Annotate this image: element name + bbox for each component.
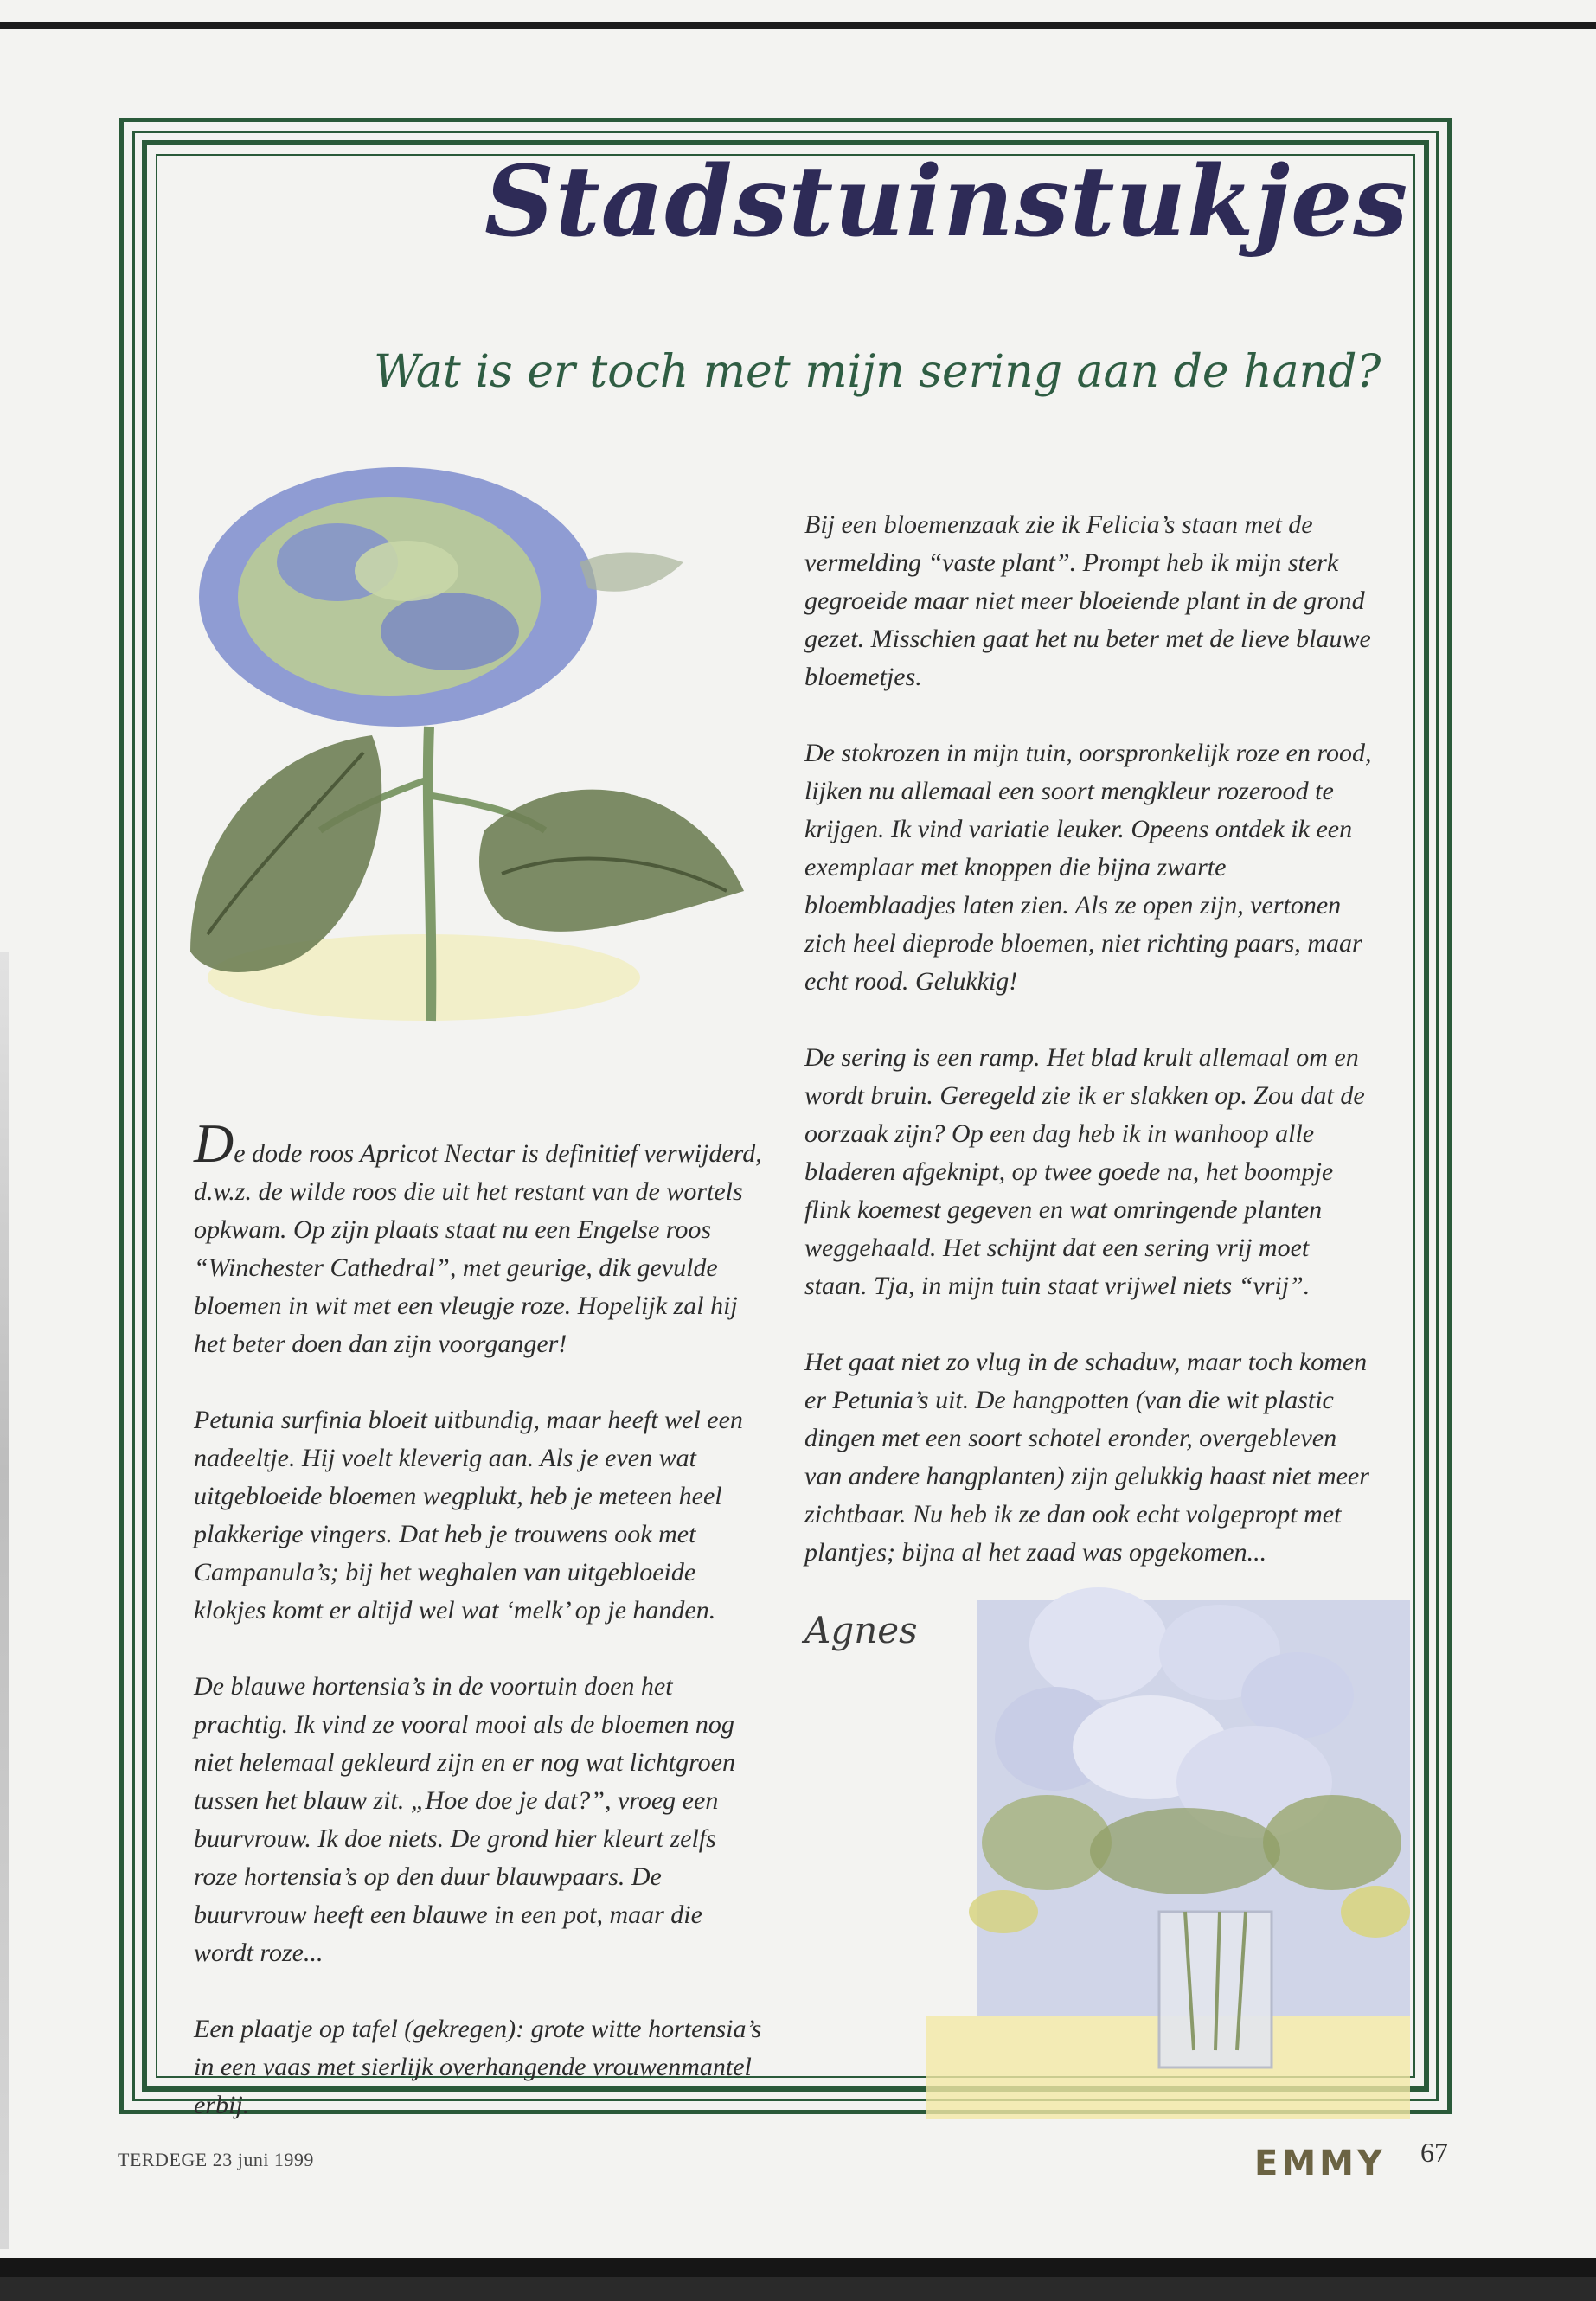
page-title: Stadstuinstukjes <box>484 145 1409 259</box>
left-column <box>194 1112 765 2125</box>
page-edge-top <box>0 22 1596 29</box>
right-paragraph-2: De stokrozen in mijn tuin, oorspronkelijk roze en rood, lijken nu allemaal een soort mengkleur rozerood te krijgen. Ik vind variatie leuker. Opeens ontdek ik een exemplaar met knoppen die bijna zwarte bloemblaadjes laten zien. Als ze open zijn, vertonen zich heel dieprode bloemen, niet richting paars, maar echt rood. Gelukkig! <box>804 739 1372 996</box>
artist-signature: EMMY <box>1254 2144 1386 2183</box>
page-edge-bottom <box>0 2258 1596 2277</box>
right-paragraph-4: Het gaat niet zo vlug in de schaduw, maar toch komen er Petunia’s uit. De hangpotten (van die wit plastic dingen met een soort schotel eronder, overgebleven van andere hangplanten) zijn gelukkig haast niet meer zichtbaar. Nu heb ik ze dan ook echt volgepropt met plantjes; bijna al het zaad was opgekomen... <box>804 1348 1369 1567</box>
publication-footer: TERDEGE 23 juni 1999 <box>118 2149 314 2170</box>
left-paragraph-3: De blauwe hortensia’s in de voortuin doen het prachtig. Ik vind ze vooral mooi als de bloemen nog niet helemaal gekleurd zijn en er nog wat lichtgroen tussen het blauw zit. „Hoe doe je dat?”, vroeg een buurvrouw. Ik doe niets. De grond hier kleurt zelfs roze hortensia’s op den duur blauwpaars. De buurvrouw heeft een blauwe in een pot, maar die wordt roze... <box>194 1672 735 1967</box>
page-edge-left <box>0 952 9 2249</box>
right-column <box>804 506 1375 1572</box>
right-paragraph-1: Bij een bloemenzaak zie ik Felicia’s staan met de vermelding “vaste plant”. Prompt heb ik mijn sterk gegroeide maar niet meer bloeiende plant in de grond gezet. Misschien gaat het nu beter met de lieve blauwe bloemetjes. <box>804 510 1371 691</box>
left-paragraph-2: Petunia surfinia bloeit uitbundig, maar heeft wel een nadeeltje. Hij voelt kleverig aan. Als je even wat uitgebloeide bloemen wegplukt, heb je meteen heel plakkerige vingers. Dat heb je trouwens ook met Campanula’s; bij het weghalen van uitgebloeide klokjes komt er altijd wel wat ‘melk’ op je handen. <box>194 1406 743 1625</box>
right-paragraph-3: De sering is een ramp. Het blad krult allemaal om en wordt bruin. Geregeld zie ik er slakken op. Zou dat de oorzaak zijn? Op een dag heb ik in wanhoop alle bladeren afgeknipt, op twee goede na, het boompje flink koemest gegeven en wat omringende planten weggehaald. Het schijnt dat een sering vrij moet staan. Tja, in mijn tuin staat vrijwel niets “vrij”. <box>804 1043 1365 1300</box>
left-paragraph-4: Een plaatje op tafel (gekregen): grote witte hortensia’s in een vaas met sierlijk overhangende vrouwenmantel erbij. <box>194 2015 762 2119</box>
left-paragraph-1: De dode roos Apricot Nectar is definitief verwijderd, d.w.z. de wilde roos die uit het restant van de wortels opkwam. Op zijn plaats staat nu een Engelse roos “Winchester Cathedral”, met geurige, dik gevulde bloemen in wit met een vleugje roze. Hopelijk zal hij het beter doen dan zijn voorganger! <box>194 1112 762 1358</box>
hydrangea-illustration <box>173 467 761 1038</box>
dropcap: D <box>194 1112 234 1174</box>
page-number: 67 <box>1420 2137 1448 2168</box>
page-edge-bottom-shadow <box>0 2277 1596 2301</box>
page-subtitle: Wat is er toch met mijn sering aan de hand? <box>374 346 1381 398</box>
author-signature: Agnes <box>804 1609 918 1651</box>
vase-bouquet-illustration <box>926 1566 1436 2119</box>
